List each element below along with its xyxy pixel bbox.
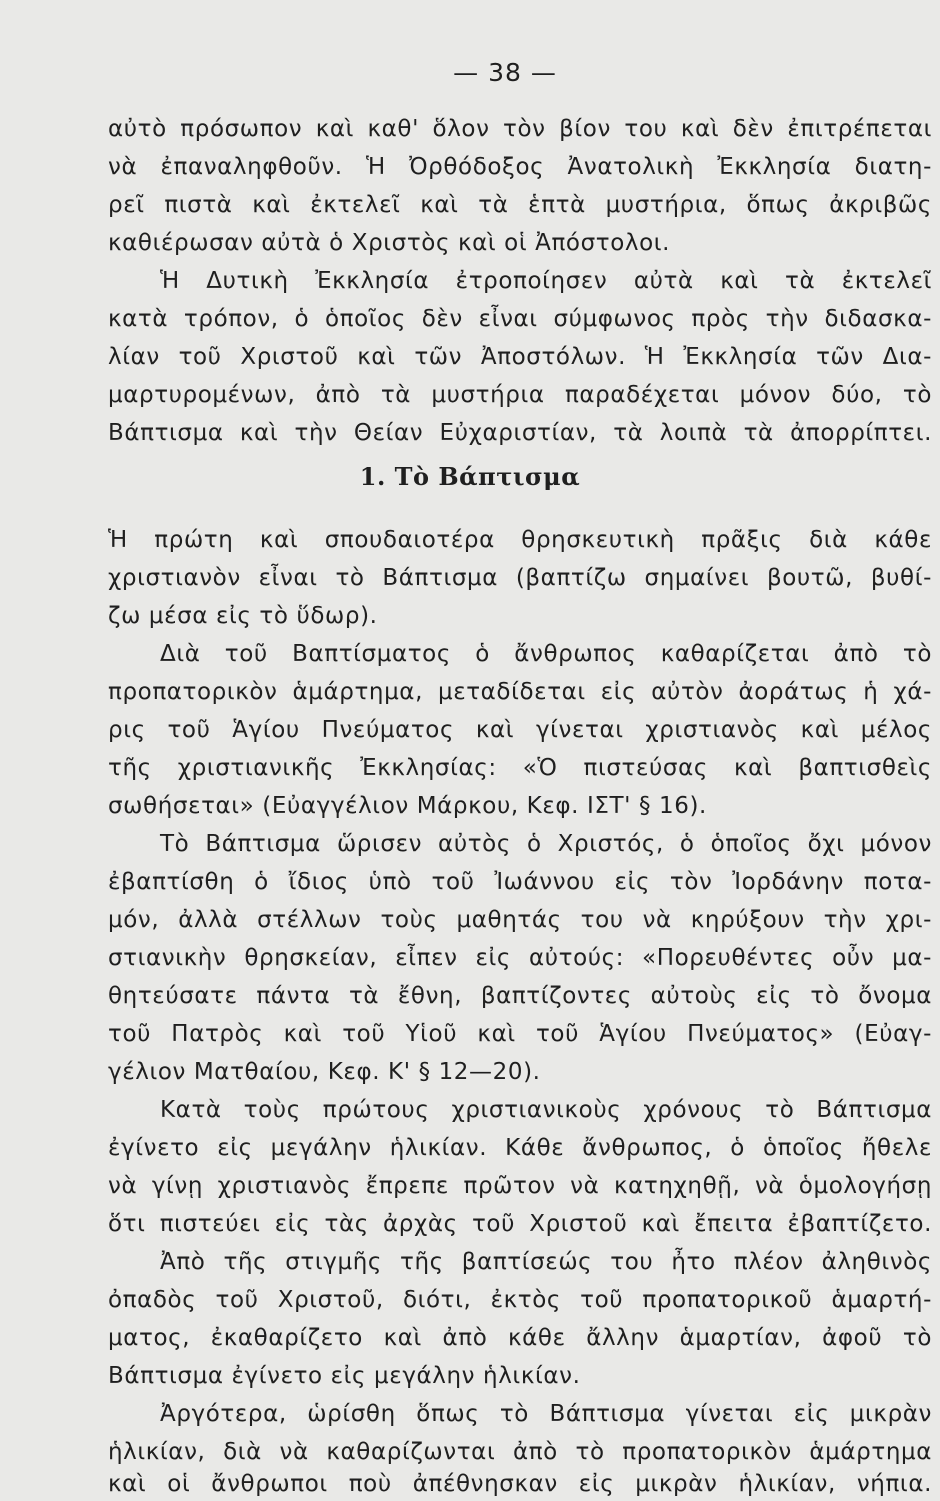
text-line: ρεῖ πιστὰ καὶ ἐκτελεῖ καὶ τὰ ἑπτὰ μυστήρια, ὅπως ἀκριβῶς xyxy=(108,192,932,218)
text-line: λίαν τοῦ Χριστοῦ καὶ τῶν Ἀποστόλων. Ἡ Ἐκκλησία τῶν Δια- xyxy=(108,344,932,370)
text-line: Κατὰ τοὺς πρώτους χριστιανικοὺς χρόνους τὸ Βάπτισμα xyxy=(160,1097,932,1123)
text-line: νὰ ἐπαναληφθοῦν. Ἡ Ὀρθόδοξος Ἀνατολικὴ Ἐκκλησία διατη- xyxy=(108,154,932,180)
text-line: σωθήσεται» (Εὐαγγέλιον Μάρκου, Κεφ. ΙΣΤ' § 16). xyxy=(108,793,707,819)
text-line: ὅτι πιστεύει εἰς τὰς ἀρχὰς τοῦ Χριστοῦ καὶ ἔπειτα ἐβαπτίζετο. xyxy=(108,1211,932,1237)
text-line: ἐγίνετο εἰς μεγάλην ἡλικίαν. Κάθε ἄνθρωπος, ὁ ὁποῖος ἤθελε xyxy=(108,1135,932,1161)
text-line: Ἡ πρώτη καὶ σπουδαιοτέρα θρησκευτικὴ πρᾶξις διὰ κάθε xyxy=(108,527,932,553)
text-line: Βάπτισμα καὶ τὴν Θείαν Εὐχαριστίαν, τὰ λοιπὰ τὰ ἀπορρίπτει. xyxy=(108,420,932,446)
text-line: στιανικὴν θρησκείαν, εἶπεν εἰς αὐτούς: «Πορευθέντες οὖν μα- xyxy=(108,945,932,971)
text-line: Ἡ Δυτικὴ Ἐκκλησία ἐτροποίησεν αὐτὰ καὶ τὰ ἐκτελεῖ xyxy=(160,268,932,294)
text-line: γέλιον Ματθαίου, Κεφ. Κ' § 12—20). xyxy=(108,1059,541,1085)
text-line: ρις τοῦ Ἁγίου Πνεύματος καὶ γίνεται χριστιανὸς καὶ μέλος xyxy=(108,717,932,743)
text-line: ζω μέσα εἰς τὸ ὕδωρ). xyxy=(108,603,378,629)
text-line: τοῦ Πατρὸς καὶ τοῦ Υἱοῦ καὶ τοῦ Ἁγίου Πνεύματος» (Εὐαγ- xyxy=(108,1021,932,1047)
text-line: ἡλικίαν, διὰ νὰ καθαρίζωνται ἀπὸ τὸ προπατορικὸν ἁμάρτημα xyxy=(108,1439,932,1465)
text-line: ἐβαπτίσθη ὁ ἴδιος ὑπὸ τοῦ Ἰωάννου εἰς τὸν Ἰορδάνην ποτα- xyxy=(108,869,932,895)
page-number: — 38 — xyxy=(453,58,557,87)
text-line: ματος, ἐκαθαρίζετο καὶ ἀπὸ κάθε ἄλλην ἁμαρτίαν, ἀφοῦ τὸ xyxy=(108,1325,932,1351)
text-line: νὰ γίνῃ χριστιανὸς ἔπρεπε πρῶτον νὰ κατηχηθῇ, νὰ ὁμολογήσῃ xyxy=(108,1173,932,1199)
text-line: χριστιανὸν εἶναι τὸ Βάπτισμα (βαπτίζω σημαίνει βουτῶ, βυθί- xyxy=(108,565,932,591)
text-line: Ἀργότερα, ὡρίσθη ὅπως τὸ Βάπτισμα γίνεται εἰς μικρὰν xyxy=(160,1401,932,1427)
text-line: Διὰ τοῦ Βαπτίσματος ὁ ἄνθρωπος καθαρίζεται ἀπὸ τὸ xyxy=(160,641,932,667)
text-line: προπατορικὸν ἁμάρτημα, μεταδίδεται εἰς αὐτὸν ἀοράτως ἡ χά- xyxy=(108,679,932,705)
text-line: ὀπαδὸς τοῦ Χριστοῦ, διότι, ἐκτὸς τοῦ προπατορικοῦ ἁμαρτή- xyxy=(108,1287,932,1313)
text-line: Βάπτισμα ἐγίνετο εἰς μεγάλην ἡλικίαν. xyxy=(108,1363,581,1389)
text-line: καὶ οἱ ἄνθρωποι ποὺ ἀπέθνησκαν εἰς μικρὰν ἡλικίαν, νήπια. xyxy=(108,1471,932,1497)
text-line: τῆς χριστιανικῆς Ἐκκλησίας: «Ὁ πιστεύσας καὶ βαπτισθεὶς xyxy=(108,755,932,781)
text-line: Τὸ Βάπτισμα ὥρισεν αὐτὸς ὁ Χριστός, ὁ ὁποῖος ὄχι μόνον xyxy=(160,831,932,857)
text-line: μόν, ἀλλὰ στέλλων τοὺς μαθητάς του νὰ κηρύξουν τὴν χρι- xyxy=(108,907,932,933)
section-heading: 1. Τὸ Βάπτισμα xyxy=(359,462,581,491)
text-line: Ἀπὸ τῆς στιγμῆς τῆς βαπτίσεώς του ἦτο πλέον ἀληθινὸς xyxy=(160,1249,932,1275)
text-line: θητεύσατε πάντα τὰ ἔθνη, βαπτίζοντες αὐτοὺς εἰς τὸ ὄνομα xyxy=(108,983,932,1009)
text-line: μαρτυρομένων, ἀπὸ τὰ μυστήρια παραδέχεται μόνον δύο, τὸ xyxy=(108,382,932,408)
text-line: καθιέρωσαν αὐτὰ ὁ Χριστὸς καὶ οἱ Ἀπόστολοι. xyxy=(108,230,671,256)
text-line: κατὰ τρόπον, ὁ ὁποῖος δὲν εἶναι σύμφωνος πρὸς τὴν διδασκα- xyxy=(108,306,932,332)
text-line: αὐτὸ πρόσωπον καὶ καθ' ὅλον τὸν βίον του καὶ δὲν ἐπιτρέπεται xyxy=(108,116,932,142)
